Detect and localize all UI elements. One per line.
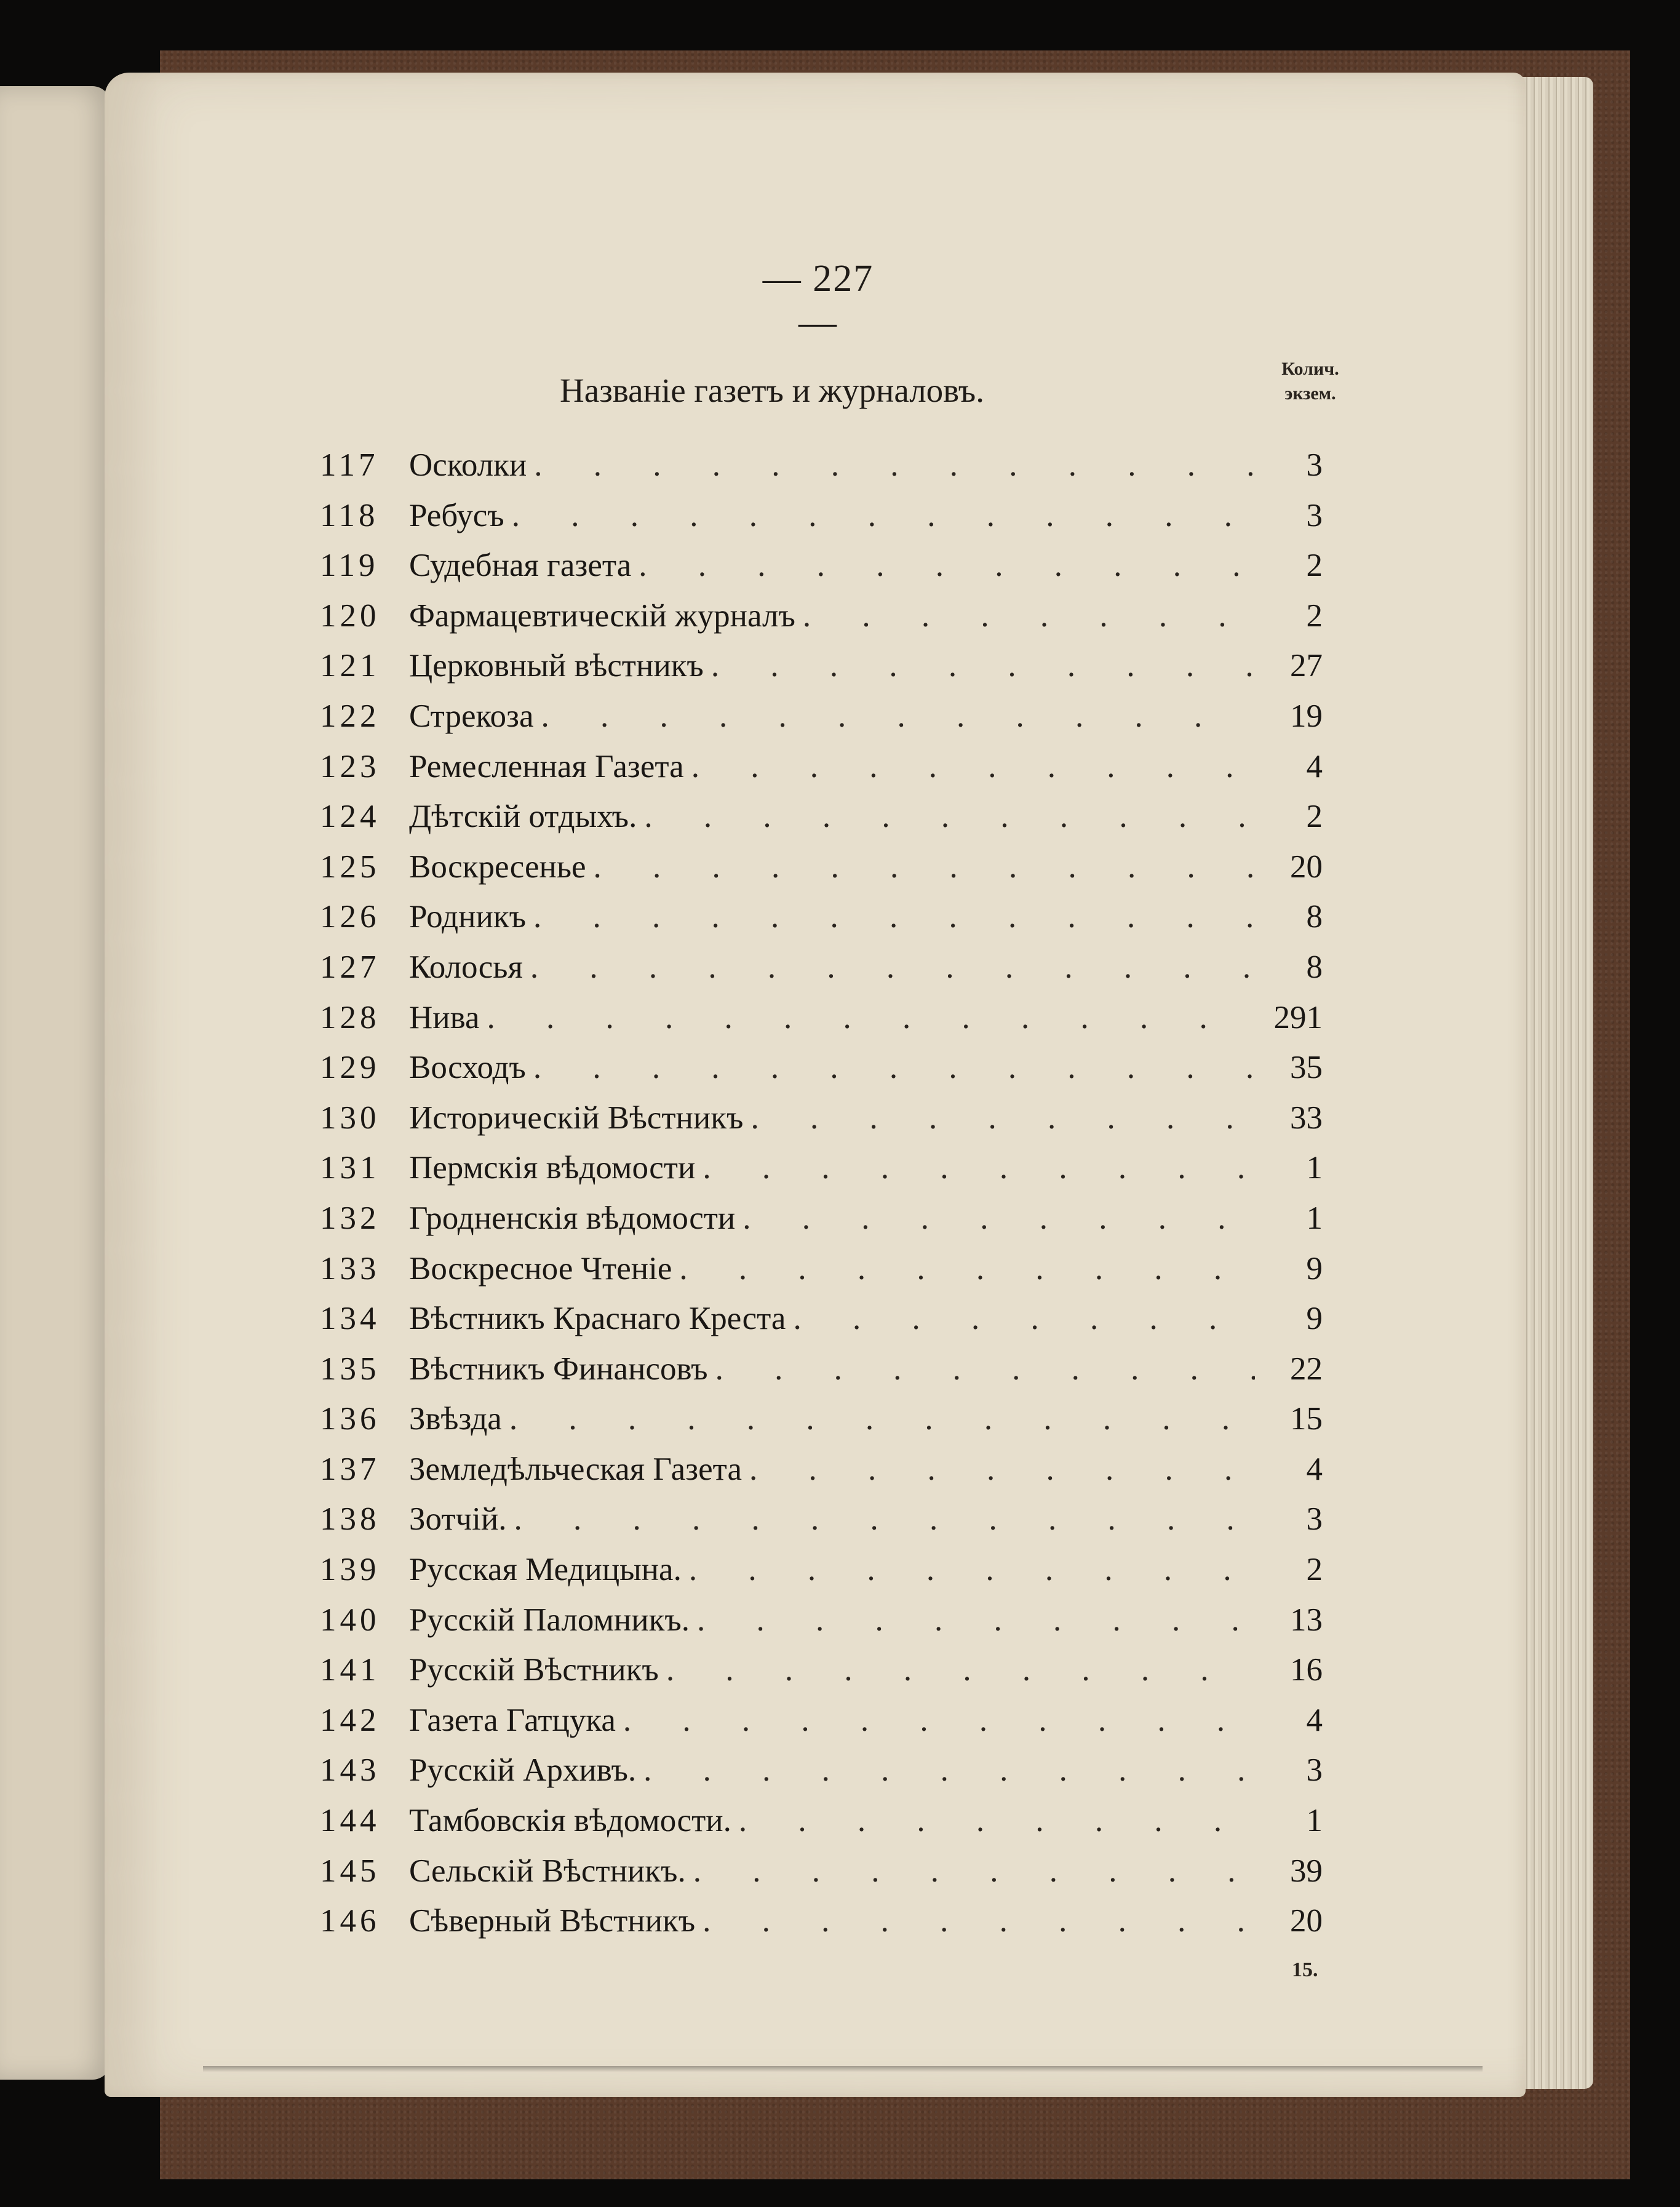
list-item: [320, 497, 1323, 548]
leader-dots: [689, 1551, 1255, 1588]
copies-count: 15: [1290, 1401, 1323, 1437]
entry-number: 126: [320, 899, 380, 935]
periodical-title: Русскій Вѣстникъ: [409, 1652, 659, 1688]
copies-count: 9: [1306, 1250, 1323, 1287]
copies-count: 2: [1306, 597, 1323, 634]
signature-mark: 15.: [1292, 1958, 1318, 1981]
periodical-title: Ремесленная Газета: [409, 748, 684, 784]
copies-count: 1: [1306, 1150, 1323, 1186]
entry-number: 142: [320, 1702, 380, 1738]
copies-count: 1: [1306, 1200, 1323, 1236]
periodical-title: Тамбовскія вѣдомости.: [409, 1803, 731, 1839]
list-item: [320, 1049, 1323, 1100]
leader-dots: [533, 898, 1255, 935]
leader-dots: [697, 1602, 1255, 1638]
entry-number: 136: [320, 1401, 380, 1437]
leader-dots: [487, 999, 1256, 1036]
entry-number: 123: [320, 748, 380, 784]
leader-dots: [644, 798, 1255, 835]
book-page: [105, 73, 1526, 2097]
list-item: [320, 1400, 1323, 1451]
periodical-title: Сѣверный Вѣстникъ: [409, 1903, 696, 1939]
periodical-title: Воскресное Чтеніе: [409, 1250, 672, 1287]
copies-count: 3: [1306, 447, 1323, 483]
periodical-title: Судебная газета: [409, 548, 632, 584]
leader-dots: [666, 1651, 1255, 1688]
leader-dots: [703, 1149, 1255, 1186]
list-item: [320, 547, 1323, 597]
entry-number: 143: [320, 1752, 380, 1789]
entry-number: 138: [320, 1501, 380, 1538]
entry-number: 119: [320, 548, 379, 584]
copies-count: 8: [1306, 949, 1323, 985]
entry-number: 128: [320, 999, 380, 1036]
leader-dots: [803, 597, 1255, 634]
periodical-title: Фармацевтическій журналъ: [409, 597, 795, 634]
entry-number: 141: [320, 1652, 380, 1688]
leader-dots: [793, 1300, 1255, 1337]
list-item: [320, 447, 1323, 497]
page-bottom-shadow: [203, 2066, 1483, 2072]
entry-number: 145: [320, 1853, 380, 1889]
leader-dots: [643, 1752, 1255, 1789]
periodicals-list: [320, 447, 1323, 1953]
periodical-title: Восходъ: [409, 1050, 526, 1086]
leader-dots: [715, 1351, 1255, 1387]
periodical-title: Осколки: [409, 447, 527, 483]
list-item: [320, 1149, 1323, 1200]
leader-dots: [639, 547, 1255, 584]
list-item: [320, 1451, 1323, 1501]
copies-count: 33: [1290, 1100, 1323, 1136]
entry-number: 131: [320, 1150, 380, 1186]
periodical-title: Зотчій.: [409, 1501, 507, 1538]
periodical-title: Воскресенье: [409, 848, 586, 885]
copies-count: 27: [1290, 648, 1323, 684]
quantity-header-line2: экзем.: [1284, 383, 1336, 404]
entry-number: 135: [320, 1351, 380, 1387]
periodical-title: Дѣтскій отдыхъ.: [409, 799, 637, 835]
periodical-title: Родникъ: [409, 899, 526, 935]
entry-number: 127: [320, 949, 380, 985]
list-item: [320, 798, 1323, 848]
periodical-title: Сельскій Вѣстникъ.: [409, 1853, 686, 1889]
periodical-title: Стрекоза: [409, 698, 534, 734]
leader-dots: [742, 1200, 1255, 1237]
leader-dots: [509, 1400, 1255, 1437]
periodical-title: Пермскія вѣдомости: [409, 1150, 696, 1186]
entry-number: 139: [320, 1552, 380, 1588]
quantity-column-header: [1249, 357, 1372, 406]
copies-count: 1: [1306, 1803, 1323, 1839]
list-item: [320, 949, 1323, 999]
quantity-header-line1: Колич.: [1281, 359, 1339, 379]
leader-dots: [623, 1702, 1255, 1739]
entry-number: 132: [320, 1200, 380, 1236]
leader-dots: [739, 1802, 1255, 1839]
entry-number: 118: [320, 497, 379, 533]
list-item: [320, 1902, 1323, 1953]
entry-number: 146: [320, 1903, 380, 1939]
entry-number: 117: [320, 447, 379, 483]
leader-dots: [514, 1501, 1255, 1538]
periodical-title: Русскій Архивъ.: [409, 1752, 637, 1789]
copies-count: 20: [1290, 848, 1323, 885]
leader-dots: [693, 1853, 1255, 1890]
copies-count: 16: [1290, 1652, 1323, 1688]
periodical-title: Газета Гатцука: [409, 1702, 616, 1738]
table-heading: Названіе газетъ и журналовъ.: [560, 372, 984, 409]
list-item: [320, 597, 1323, 648]
copies-count: 13: [1290, 1602, 1323, 1638]
periodical-title: Ребусъ: [409, 497, 504, 533]
list-item: [320, 1551, 1323, 1602]
entry-number: 121: [320, 648, 380, 684]
copies-count: 9: [1306, 1301, 1323, 1337]
entry-number: 130: [320, 1100, 380, 1136]
periodical-title: Гродненскія вѣдомости: [409, 1200, 736, 1236]
leader-dots: [594, 848, 1255, 885]
periodical-title: Звѣзда: [409, 1401, 502, 1437]
copies-count: 35: [1290, 1050, 1323, 1086]
list-item: [320, 1853, 1323, 1903]
copies-count: 291: [1273, 999, 1323, 1036]
periodical-title: Вѣстникъ Финансовъ: [409, 1351, 708, 1387]
leader-dots: [749, 1451, 1255, 1488]
copies-count: 4: [1306, 748, 1323, 784]
list-item: [320, 1200, 1323, 1250]
leader-dots: [679, 1250, 1255, 1287]
entry-number: 120: [320, 597, 380, 634]
list-item: [320, 748, 1323, 799]
copies-count: 20: [1290, 1903, 1323, 1939]
copies-count: 3: [1306, 497, 1323, 533]
entry-number: 129: [320, 1050, 380, 1086]
list-item: [320, 1752, 1323, 1802]
entry-number: 125: [320, 848, 380, 885]
leader-dots: [512, 497, 1255, 534]
list-item: [320, 1250, 1323, 1301]
entry-number: 140: [320, 1602, 380, 1638]
periodical-title: Русская Медицына.: [409, 1552, 682, 1588]
copies-count: 2: [1306, 548, 1323, 584]
left-page-edge: [0, 86, 111, 2080]
list-item: [320, 647, 1323, 698]
list-item: [320, 898, 1323, 949]
leader-dots: [750, 1100, 1255, 1136]
page-number: — 227 —: [762, 258, 874, 343]
copies-count: 22: [1290, 1351, 1323, 1387]
copies-count: 4: [1306, 1451, 1323, 1487]
periodical-title: Русскій Паломникъ.: [409, 1602, 690, 1638]
entry-number: 124: [320, 799, 380, 835]
copies-count: 2: [1306, 1552, 1323, 1588]
copies-count: 8: [1306, 899, 1323, 935]
list-item: [320, 1802, 1323, 1853]
entry-number: 133: [320, 1250, 380, 1287]
copies-count: 3: [1306, 1501, 1323, 1538]
entry-number: 144: [320, 1803, 380, 1839]
leader-dots: [703, 1902, 1255, 1939]
list-item: [320, 1351, 1323, 1401]
periodical-title: Колосья: [409, 949, 523, 985]
leader-dots: [533, 1049, 1255, 1086]
leader-dots: [711, 647, 1255, 684]
copies-count: 4: [1306, 1702, 1323, 1738]
entry-number: 122: [320, 698, 380, 734]
periodical-title: Нива: [409, 999, 480, 1036]
periodical-title: Церковный вѣстникъ: [409, 648, 704, 684]
copies-count: 2: [1306, 799, 1323, 835]
list-item: [320, 698, 1323, 748]
entry-number: 137: [320, 1451, 380, 1487]
copies-count: 3: [1306, 1752, 1323, 1789]
periodical-title: Земледѣльческая Газета: [409, 1451, 742, 1487]
list-item: [320, 999, 1323, 1050]
leader-dots: [691, 748, 1255, 785]
copies-count: 39: [1290, 1853, 1323, 1889]
list-item: [320, 1501, 1323, 1551]
list-item: [320, 1602, 1323, 1652]
periodical-title: Историческій Вѣстникъ: [409, 1100, 744, 1136]
leader-dots: [530, 949, 1255, 986]
leader-dots: [541, 698, 1255, 735]
list-item: [320, 1300, 1323, 1351]
list-item: [320, 1651, 1323, 1702]
list-item: [320, 1702, 1323, 1752]
list-item: [320, 848, 1323, 899]
list-item: [320, 1100, 1323, 1150]
leader-dots: [534, 447, 1255, 484]
copies-count: 19: [1290, 698, 1323, 734]
entry-number: 134: [320, 1301, 380, 1337]
periodical-title: Вѣстникъ Краснаго Креста: [409, 1301, 786, 1337]
